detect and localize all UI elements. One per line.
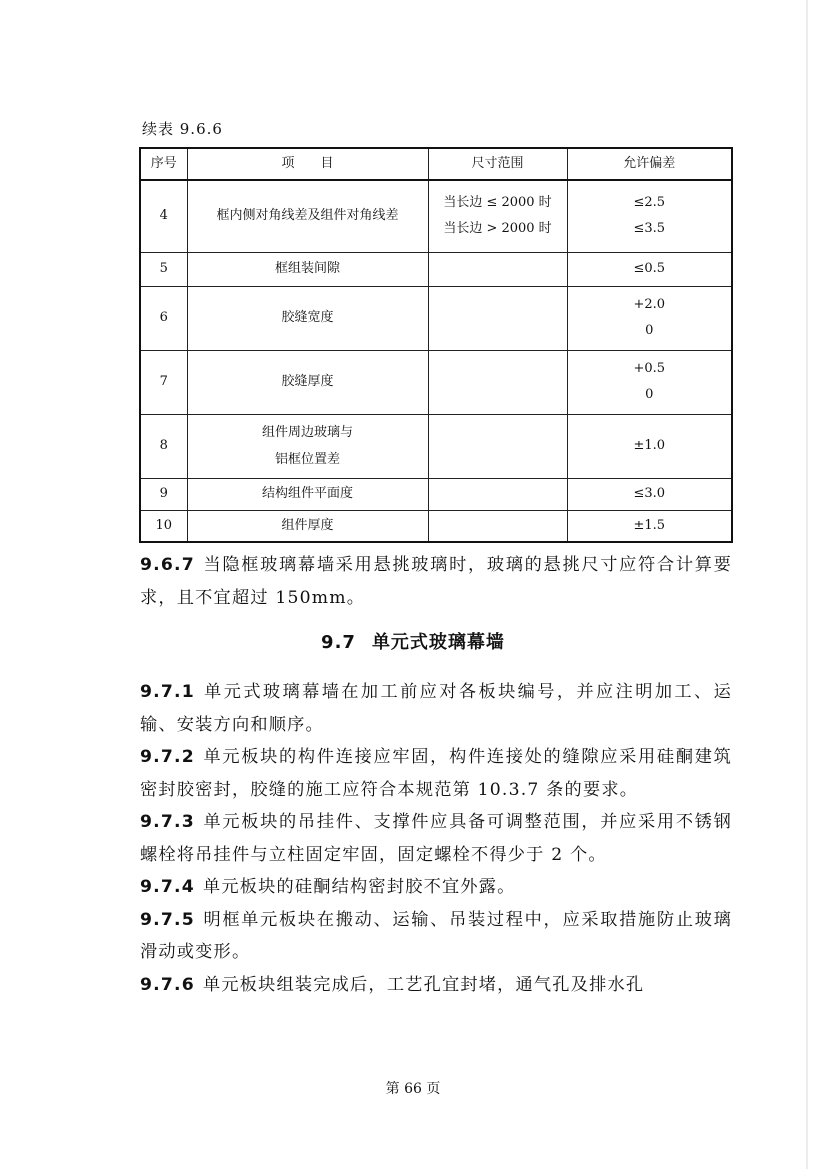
row-item: 组件厚度 [187, 510, 428, 542]
row-range [428, 350, 567, 414]
table-row [140, 286, 732, 350]
clause-text: 单元板块的吊挂件、支撑件应具备可调整范围，并应采用不锈钢螺栓将吊挂件与立柱固定牢固，固定螺栓不得少于 2 个。 [140, 812, 732, 865]
row-no: 7 [140, 350, 187, 414]
clause-number: 9.7.1 [140, 682, 195, 702]
header-item: 项 目 [187, 148, 428, 180]
row-no: 9 [140, 478, 187, 510]
table-row [140, 350, 732, 414]
row-item: 结构组件平面度 [187, 478, 428, 510]
clause-number: 9.7.3 [140, 812, 195, 832]
row-no: 4 [140, 180, 187, 252]
clause-number: 9.7.5 [140, 909, 195, 930]
row-tolerance [567, 286, 732, 350]
clause-number: 9.7.4 [140, 877, 195, 897]
clause-paragraph [140, 969, 732, 1002]
row-item: 框组装间隙 [187, 252, 428, 286]
tolerance-line: +0.5 [633, 361, 666, 376]
row-range [428, 414, 567, 478]
row-tolerance: ≤3.0 [567, 478, 732, 510]
row-item: 胶缝宽度 [187, 286, 428, 350]
clause-text: 单元式玻璃幕墙在加工前应对各板块编号，并应注明加工、运输、安装方向和顺序。 [140, 682, 732, 735]
clause-number: 9.7.2 [140, 747, 195, 767]
table-row [140, 510, 732, 542]
clause-number: 9.7.6 [140, 974, 195, 995]
page-number: 第 66 页 [385, 1081, 441, 1097]
section-heading: 单元式玻璃幕墙 [371, 632, 505, 653]
clauses-9-7 [140, 676, 732, 1001]
header-tolerance: 允许偏差 [567, 148, 732, 180]
row-tolerance: ±1.0 [567, 414, 732, 478]
row-no: 6 [140, 286, 187, 350]
row-tolerance: ≤0.5 [567, 252, 732, 286]
table-row [140, 252, 732, 286]
clause-paragraph [140, 904, 732, 969]
clause-text: 单元板块组装完成后，工艺孔宜封堵，通气孔及排水孔 [202, 974, 645, 995]
row-item: 胶缝厚度 [187, 350, 428, 414]
row-item: 框内侧对角线差及组件对角线差 [187, 180, 428, 252]
tolerance-line: ≤2.5 [633, 195, 666, 211]
row-no: 5 [140, 252, 187, 286]
clause-number: 9.6.7 [140, 555, 195, 575]
row-range [428, 252, 567, 286]
tolerance-line: +2.0 [633, 297, 666, 312]
row-item [187, 414, 428, 478]
item-line: 铝框位置差 [274, 452, 340, 467]
header-no: 序号 [140, 148, 187, 180]
page-edge-line [806, 0, 808, 1169]
header-range: 尺寸范围 [428, 148, 567, 180]
tolerance-line: 0 [645, 387, 654, 402]
clause-text: 单元板块的硅酮结构密封胶不宜外露。 [202, 877, 516, 897]
clause-text: 当隐框玻璃幕墙采用悬挑玻璃时，玻璃的悬挑尺寸应符合计算要求，且不宜超过 150mm。 [140, 555, 732, 608]
clause-text: 明框单元板块在搬动、运输、吊装过程中，应采取措施防止玻璃滑动或变形。 [140, 909, 732, 962]
tolerance-line: ≤3.5 [633, 221, 666, 237]
row-range [428, 286, 567, 350]
table-row [140, 478, 732, 510]
row-tolerance [567, 180, 732, 252]
table-row [140, 180, 732, 252]
table-header-row [140, 148, 732, 180]
row-range [428, 510, 567, 542]
table-caption: 续表 9.6.6 [142, 120, 223, 138]
clause-paragraph [140, 741, 732, 806]
row-range [428, 180, 567, 252]
tolerance-table [139, 147, 733, 543]
row-tolerance [567, 350, 732, 414]
clause-9-6-7 [140, 549, 732, 614]
row-no: 10 [140, 510, 187, 542]
tolerance-line: 0 [645, 323, 654, 338]
range-line: 当长边 ≤ 2000 时 [443, 195, 552, 211]
row-no: 8 [140, 414, 187, 478]
range-line: 当长边 > 2000 时 [443, 221, 552, 237]
clause-paragraph [140, 676, 732, 741]
section-number: 9.7 [321, 632, 356, 653]
clause-paragraph [140, 871, 732, 904]
clause-text: 单元板块的构件连接应牢固，构件连接处的缝隙应采用硅酮建筑密封胶密封，胶缝的施工应符合本规范第 10.3.7 条的要求。 [140, 747, 732, 800]
section-title [0, 628, 826, 654]
clause-paragraph [140, 806, 732, 871]
table-row [140, 414, 732, 478]
row-range [428, 478, 567, 510]
item-line: 组件周边玻璃与 [261, 425, 353, 440]
row-tolerance: ±1.5 [567, 510, 732, 542]
